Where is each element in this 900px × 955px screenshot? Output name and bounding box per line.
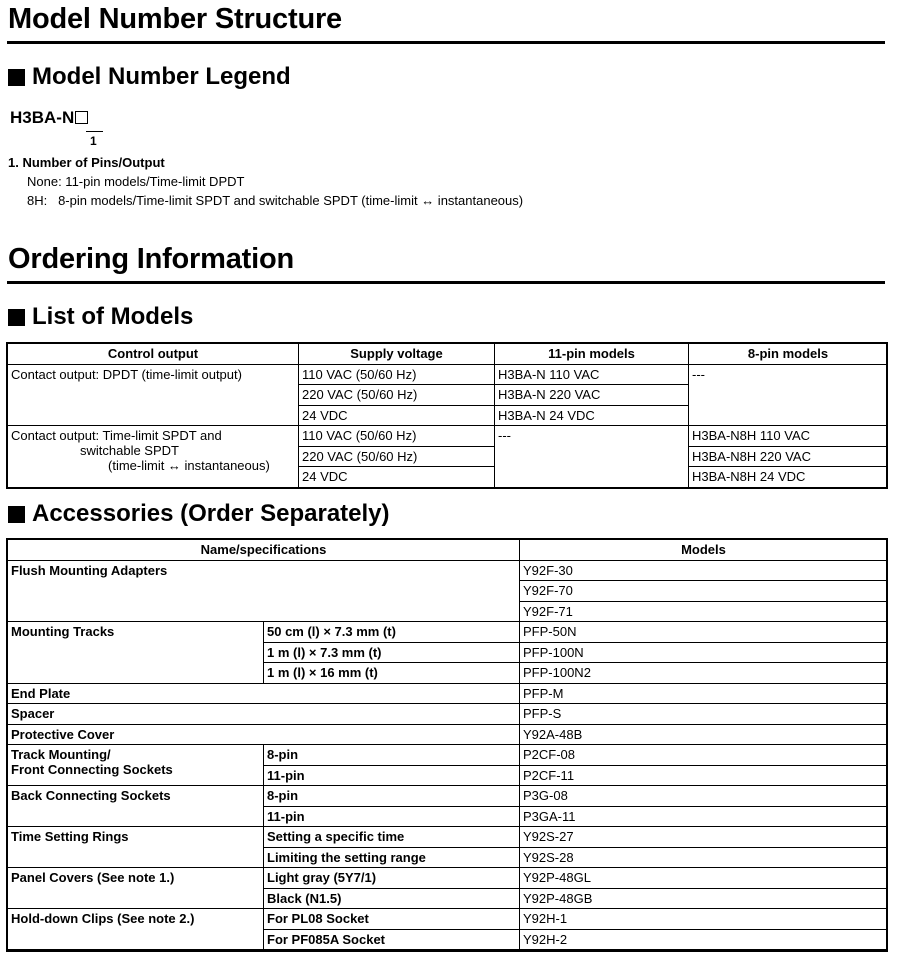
col-header: 8-pin models <box>689 344 888 365</box>
accessory-name: Spacer <box>8 704 520 725</box>
control-output-cell: Contact output: DPDT (time-limit output) <box>8 364 299 426</box>
accessory-name-line: Track Mounting/ <box>11 747 111 762</box>
model-cell: Y92P-48GB <box>520 888 888 909</box>
table-row <box>8 683 888 704</box>
section-heading-models <box>8 303 193 331</box>
spec-cell: 1 m (l) × 16 mm (t) <box>264 663 520 684</box>
supply-voltage-cell: 110 VAC (50/60 Hz) <box>299 426 495 447</box>
spec-cell: Light gray (5Y7/1) <box>264 868 520 889</box>
col-header: Supply voltage <box>299 344 495 365</box>
square-bullet-icon <box>8 69 25 86</box>
model-cell: PFP-100N <box>520 642 888 663</box>
placeholder-box-icon <box>75 111 88 124</box>
col-header: Name/specifications <box>8 540 520 561</box>
ordering-rule <box>7 281 885 284</box>
position-underline <box>86 131 103 132</box>
spec-cell: 8-pin <box>264 786 520 807</box>
table-row <box>8 868 888 889</box>
table-row <box>8 724 888 745</box>
section-heading-accessories <box>8 500 390 528</box>
legend-item-title <box>8 154 165 172</box>
table-header-row <box>8 344 888 365</box>
table-row <box>8 786 888 807</box>
spec-cell: Limiting the setting range <box>264 847 520 868</box>
model-cell: PFP-S <box>520 704 888 725</box>
spec-cell: 50 cm (l) × 7.3 mm (t) <box>264 622 520 643</box>
ordering-title: Ordering Information <box>8 243 295 275</box>
model-cell: P3G-08 <box>520 786 888 807</box>
model-cell: H3BA-N8H 24 VDC <box>689 467 888 488</box>
accessory-name: Hold-down Clips (See note 2.) <box>8 909 264 950</box>
accessory-name <box>8 745 264 786</box>
model-cell: PFP-50N <box>520 622 888 643</box>
control-output-line: Contact output: Time-limit SPDT and <box>11 428 222 443</box>
col-header: Control output <box>8 344 299 365</box>
page-title: Model Number Structure <box>8 3 342 35</box>
table-row <box>8 622 888 643</box>
position-digit: 1 <box>90 134 97 148</box>
spec-cell: 11-pin <box>264 765 520 786</box>
spec-cell: 8-pin <box>264 745 520 766</box>
spec-cell: Black (N1.5) <box>264 888 520 909</box>
model-cell: H3BA-N8H 110 VAC <box>689 426 888 447</box>
accessory-name: Time Setting Rings <box>8 827 264 868</box>
supply-voltage-cell: 220 VAC (50/60 Hz) <box>299 446 495 467</box>
supply-voltage-cell: 24 VDC <box>299 405 495 426</box>
model-cell: P3GA-11 <box>520 806 888 827</box>
title-rule <box>7 41 885 44</box>
control-output-line: switchable SPDT <box>80 443 179 458</box>
model-cell: --- <box>495 426 689 488</box>
model-cell: Y92H-2 <box>520 929 888 950</box>
square-bullet-icon <box>8 506 25 523</box>
models-heading-text: List of Models <box>32 303 194 330</box>
model-cell: Y92S-27 <box>520 827 888 848</box>
spec-cell: For PL08 Socket <box>264 909 520 930</box>
col-header: Models <box>520 540 888 561</box>
table-row <box>8 704 888 725</box>
model-cell: H3BA-N 110 VAC <box>495 364 689 385</box>
model-cell: H3BA-N 24 VDC <box>495 405 689 426</box>
model-code <box>10 108 88 128</box>
table-row <box>8 560 888 581</box>
legend-option-none: None: 11-pin models/Time-limit DPDT <box>27 174 245 189</box>
model-cell: Y92F-71 <box>520 601 888 622</box>
model-cell: P2CF-08 <box>520 745 888 766</box>
table-row <box>8 745 888 766</box>
model-cell: Y92H-1 <box>520 909 888 930</box>
control-output-line: (time-limit ↔ instantaneous) <box>108 458 270 473</box>
table-row <box>8 364 888 385</box>
accessories-heading-text: Accessories (Order Separately) <box>32 500 390 527</box>
legend-item-title-text: 1. Number of Pins/Output <box>8 155 165 170</box>
supply-voltage-cell: 220 VAC (50/60 Hz) <box>299 385 495 406</box>
model-code-text: H3BA-N <box>10 108 75 127</box>
col-header: 11-pin models <box>495 344 689 365</box>
spec-cell: Setting a specific time <box>264 827 520 848</box>
model-cell: Y92P-48GL <box>520 868 888 889</box>
accessories-table <box>7 539 888 950</box>
legend-option-8h: 8H: 8-pin models/Time-limit SPDT and switchable SPDT (time-limit ↔ instantaneous) <box>27 193 524 208</box>
supply-voltage-cell: 24 VDC <box>299 467 495 488</box>
model-cell: PFP-100N2 <box>520 663 888 684</box>
legend-heading-text: Model Number Legend <box>32 63 291 90</box>
accessory-name: End Plate <box>8 683 520 704</box>
supply-voltage-cell: 110 VAC (50/60 Hz) <box>299 364 495 385</box>
accessory-name: Back Connecting Sockets <box>8 786 264 827</box>
table-row <box>8 827 888 848</box>
accessory-name: Panel Covers (See note 1.) <box>8 868 264 909</box>
model-cell: PFP-M <box>520 683 888 704</box>
spec-cell: 1 m (l) × 7.3 mm (t) <box>264 642 520 663</box>
accessory-name: Mounting Tracks <box>8 622 264 684</box>
spec-cell: 11-pin <box>264 806 520 827</box>
section-heading-legend <box>8 63 291 91</box>
square-bullet-icon <box>8 309 25 326</box>
model-cell: Y92F-30 <box>520 560 888 581</box>
models-table <box>7 343 888 488</box>
table-row <box>8 426 888 447</box>
accessory-name-line: Front Connecting Sockets <box>11 762 173 777</box>
model-cell: P2CF-11 <box>520 765 888 786</box>
model-cell: H3BA-N8H 220 VAC <box>689 446 888 467</box>
accessory-name: Protective Cover <box>8 724 520 745</box>
model-cell: H3BA-N 220 VAC <box>495 385 689 406</box>
table-row <box>8 909 888 930</box>
control-output-cell <box>8 426 299 488</box>
model-cell: Y92A-48B <box>520 724 888 745</box>
model-cell: Y92F-70 <box>520 581 888 602</box>
model-cell: --- <box>689 364 888 426</box>
spec-cell: For PF085A Socket <box>264 929 520 950</box>
model-cell: Y92S-28 <box>520 847 888 868</box>
table-header-row <box>8 540 888 561</box>
accessory-name: Flush Mounting Adapters <box>8 560 520 622</box>
